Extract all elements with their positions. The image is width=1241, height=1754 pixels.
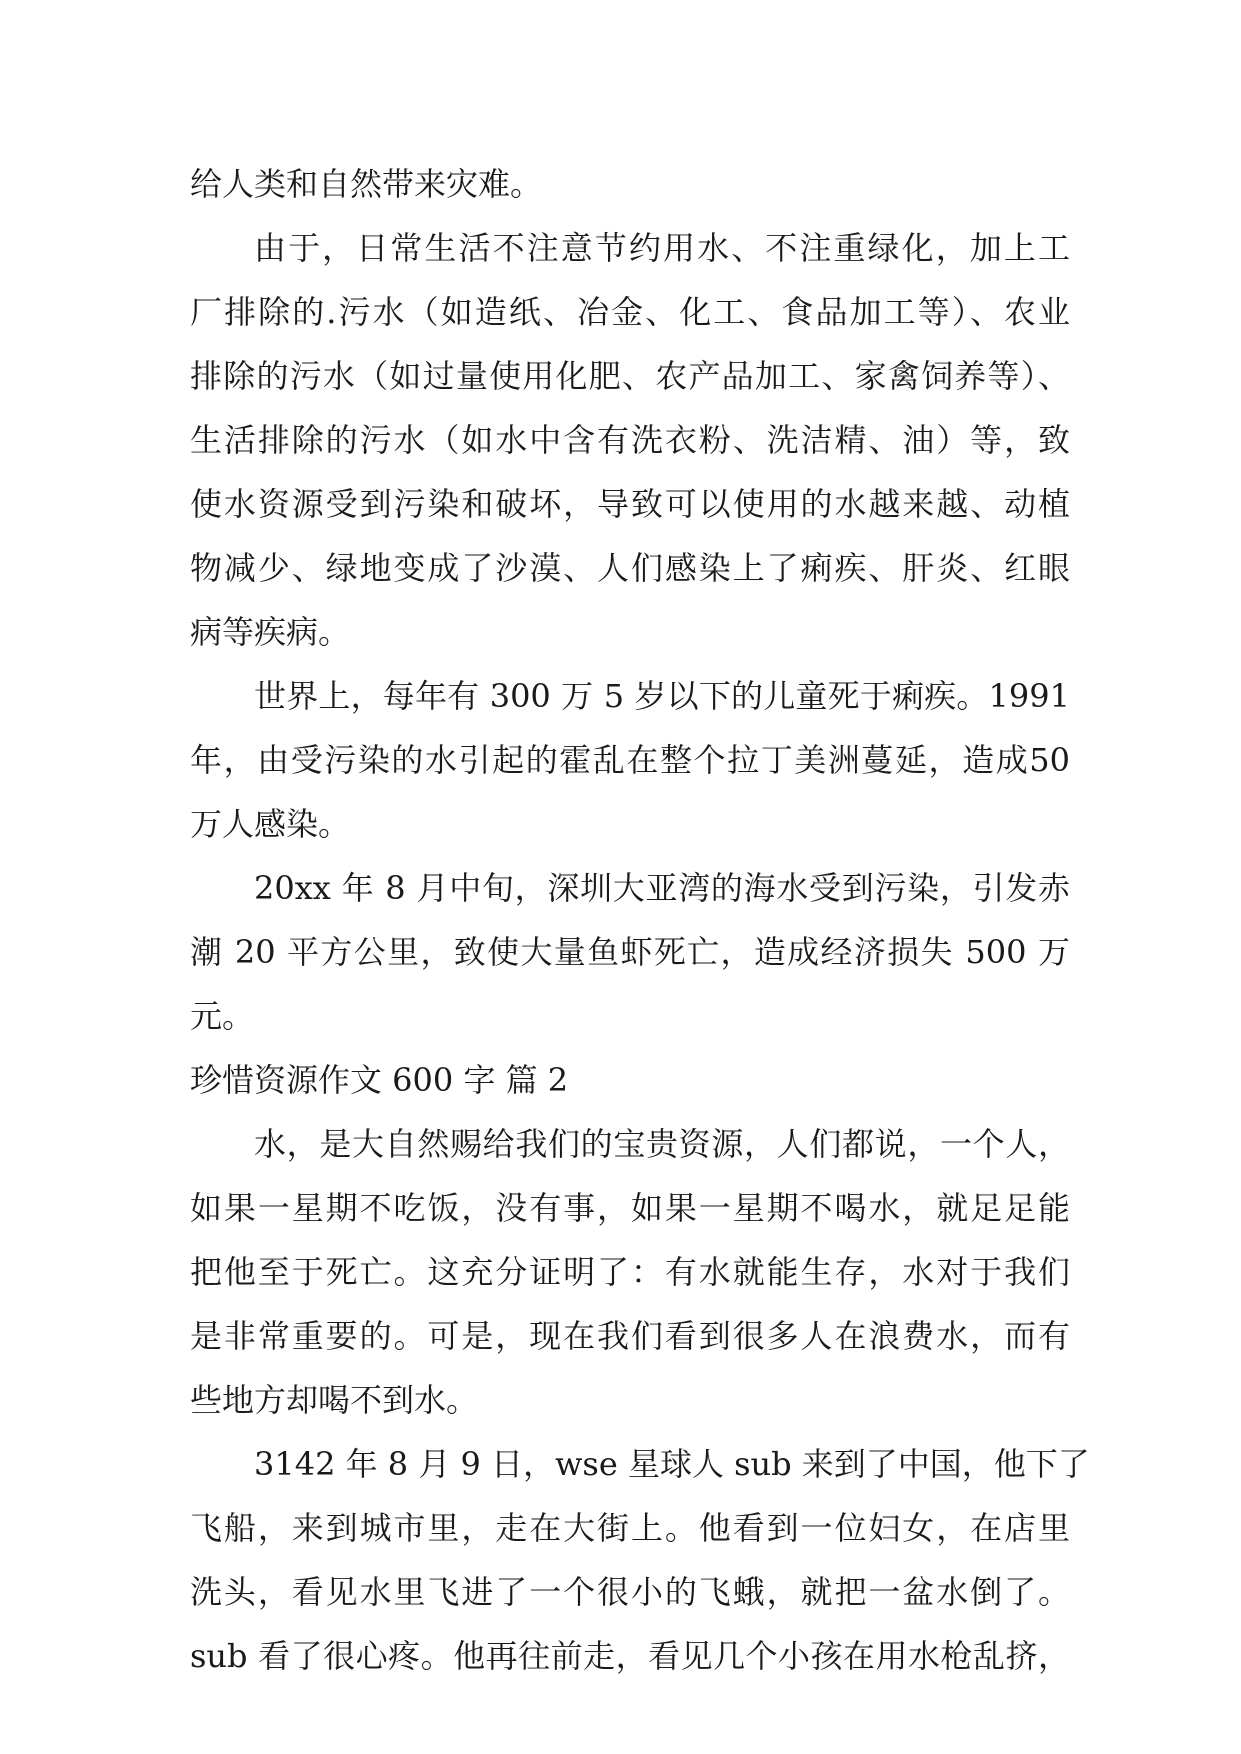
text-line: 潮 20 平方公里，致使大量鱼虾死亡，造成经济损失 500 万: [190, 933, 1070, 971]
text-line: 物减少、绿地变成了沙漠、人们感染上了痢疾、肝炎、红眼: [190, 549, 1070, 587]
paragraph-start-line: 由于，日常生活不注意节约用水、不注重绿化，加上工: [254, 229, 1070, 267]
text-line: sub 看了很心疼。他再往前走，看见几个小孩在用水枪乱挤，: [190, 1637, 1070, 1675]
text-line: 生活排除的污水（如水中含有洗衣粉、洗洁精、油）等，致: [190, 421, 1070, 459]
text-line: 使水资源受到污染和破坏，导致可以使用的水越来越、动植: [190, 485, 1070, 523]
text-line: 给人类和自然带来灾难。: [190, 165, 543, 203]
text-line: 如果一星期不吃饭，没有事，如果一星期不喝水，就足足能: [190, 1189, 1070, 1227]
text-line: 年，由受污染的水引起的霍乱在整个拉丁美洲蔓延，造成50: [190, 741, 1070, 779]
text-line: 排除的污水（如过量使用化肥、农产品加工、家禽饲养等）、: [190, 357, 1070, 395]
text-line: 把他至于死亡。这充分证明了：有水就能生存，水对于我们: [190, 1253, 1070, 1291]
text-line: 厂排除的.污水（如造纸、冶金、化工、食品加工等）、农业: [190, 293, 1070, 331]
paragraph-start-line: 20xx 年 8 月中旬，深圳大亚湾的海水受到污染，引发赤: [254, 869, 1070, 907]
paragraph-start-line: 水，是大自然赐给我们的宝贵资源，人们都说，一个人，: [254, 1125, 1070, 1163]
paragraph-start-line: 3142 年 8 月 9 日，wse 星球人 sub 来到了中国，他下了: [254, 1445, 1090, 1483]
text-line: 病等疾病。: [190, 613, 351, 651]
text-line: 飞船，来到城市里，走在大街上。他看到一位妇女，在店里: [190, 1509, 1070, 1547]
document-body: [190, 152, 1090, 1688]
text-line: 洗头，看见水里飞进了一个很小的飞蛾，就把一盆水倒了。: [190, 1573, 1070, 1611]
text-line: 是非常重要的。可是，现在我们看到很多人在浪费水，而有: [190, 1317, 1070, 1355]
section-heading: 珍惜资源作文 600 字 篇 2: [190, 1061, 569, 1099]
text-line: 元。: [190, 997, 255, 1035]
text-line: 万人感染。: [190, 805, 351, 843]
paragraph-start-line: 世界上，每年有 300 万 5 岁以下的儿童死于痢疾。1991: [254, 677, 1070, 715]
text-line: 些地方却喝不到水。: [190, 1381, 479, 1419]
